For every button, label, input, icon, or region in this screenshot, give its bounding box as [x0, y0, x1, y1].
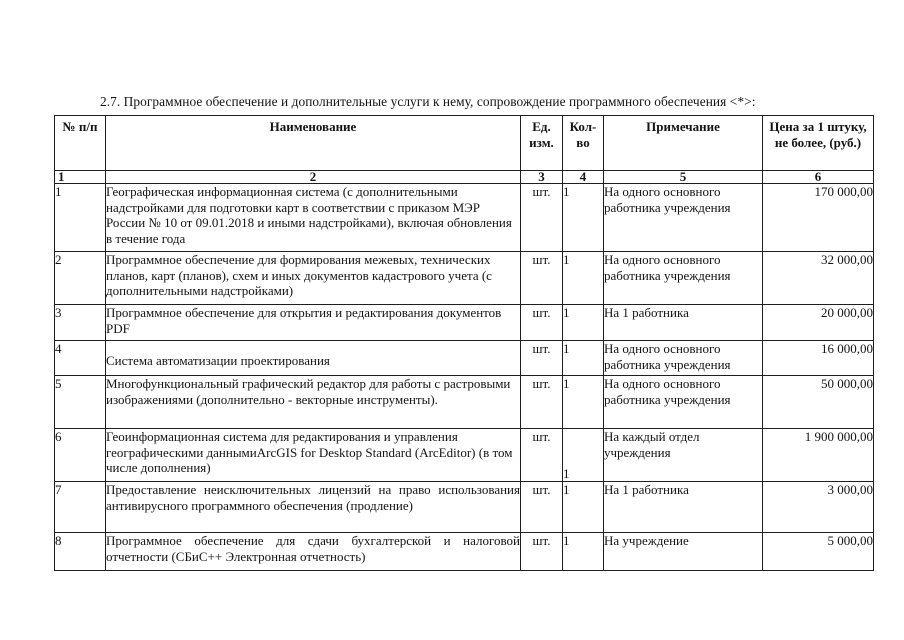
item-quantity: 1 — [563, 341, 604, 376]
item-quantity: 1 — [563, 533, 604, 571]
item-note: На одного основного работника учреждения — [604, 184, 763, 252]
table-row — [55, 533, 874, 571]
col-header-note: Примечание — [604, 116, 763, 171]
item-note: На учреждение — [604, 533, 763, 571]
item-unit: шт. — [521, 341, 563, 376]
item-name: Система автоматизации проектирования — [106, 341, 521, 376]
item-unit: шт. — [521, 429, 563, 482]
item-price: 16 000,00 — [763, 341, 874, 376]
item-name: Программное обеспечение для сдачи бухгалтерской и налоговой отчетности (СБиС++ Электронная отчетность) — [106, 533, 521, 571]
row-number: 3 — [55, 305, 106, 341]
item-price: 170 000,00 — [763, 184, 874, 252]
item-price: 5 000,00 — [763, 533, 874, 571]
item-quantity: 1 — [563, 482, 604, 533]
item-price: 20 000,00 — [763, 305, 874, 341]
column-index: 5 — [604, 171, 763, 184]
item-unit: шт. — [521, 376, 563, 429]
table-header-row — [55, 116, 874, 171]
row-number: 2 — [55, 252, 106, 305]
item-note: На 1 работника — [604, 305, 763, 341]
item-unit: шт. — [521, 533, 563, 571]
col-header-quantity: Кол-во — [563, 116, 604, 171]
row-number: 5 — [55, 376, 106, 429]
item-note: На одного основного работника учреждения — [604, 376, 763, 429]
item-quantity: 1 — [563, 376, 604, 429]
row-number: 8 — [55, 533, 106, 571]
col-header-name: Наименование — [106, 116, 521, 171]
item-price: 1 900 000,00 — [763, 429, 874, 482]
column-index: 6 — [763, 171, 874, 184]
item-price: 50 000,00 — [763, 376, 874, 429]
item-unit: шт. — [521, 482, 563, 533]
item-name: Программное обеспечение для формирования межевых, технических планов, карт (планов), схем и иных документов кадастрового учета (с дополнительными надстройками) — [106, 252, 521, 305]
item-unit: шт. — [521, 252, 563, 305]
item-note: На одного основного работника учреждения — [604, 341, 763, 376]
item-note: На 1 работника — [604, 482, 763, 533]
column-index: 4 — [563, 171, 604, 184]
item-name: Геоинформационная система для редактирования и управления географическими даннымиArcGIS for Desktop Standard (ArcEditor) (в том числе дополнения) — [106, 429, 521, 482]
item-name: Географическая информационная система (с дополнительными надстройками для подготовки карт в соответствии с приказом МЭР России № 10 от 09.01.2018 и иными надстройками), включая обновления в течение года — [106, 184, 521, 252]
column-index: 2 — [106, 171, 521, 184]
item-price: 3 000,00 — [763, 482, 874, 533]
item-name: Многофункциональный графический редактор для работы с растровыми изображениями (дополнительно - векторные инструменты). — [106, 376, 521, 429]
item-quantity: 1 — [563, 184, 604, 252]
row-number: 6 — [55, 429, 106, 482]
row-number: 1 — [55, 184, 106, 252]
table-row — [55, 341, 874, 376]
table-row — [55, 376, 874, 429]
software-price-table — [54, 115, 874, 571]
item-quantity: 1 — [563, 429, 604, 482]
item-price: 32 000,00 — [763, 252, 874, 305]
item-note: На одного основного работника учреждения — [604, 252, 763, 305]
table-row — [55, 429, 874, 482]
row-number: 4 — [55, 341, 106, 376]
table-row — [55, 184, 874, 252]
item-quantity: 1 — [563, 252, 604, 305]
column-index: 3 — [521, 171, 563, 184]
table-row — [55, 482, 874, 533]
table-row — [55, 252, 874, 305]
item-unit: шт. — [521, 184, 563, 252]
col-header-unit: Ед. изм. — [521, 116, 563, 171]
item-quantity: 1 — [563, 305, 604, 341]
col-header-price: Цена за 1 штуку, не более, (руб.) — [763, 116, 874, 171]
row-number: 7 — [55, 482, 106, 533]
item-note: На каждый отдел учреждения — [604, 429, 763, 482]
column-index: 1 — [55, 171, 106, 184]
table-row — [55, 305, 874, 341]
item-unit: шт. — [521, 305, 563, 341]
item-name: Программное обеспечение для открытия и редактирования документов PDF — [106, 305, 521, 341]
column-index-row — [55, 171, 874, 184]
col-header-number: № п/п — [55, 116, 106, 171]
section-heading: 2.7. Программное обеспечение и дополнительные услуги к нему, сопровождение программного обеспечения <*>: — [100, 94, 756, 109]
item-name: Предоставление неисключительных лицензий на право использования антивирусного программного обеспечения (продление) — [106, 482, 521, 533]
